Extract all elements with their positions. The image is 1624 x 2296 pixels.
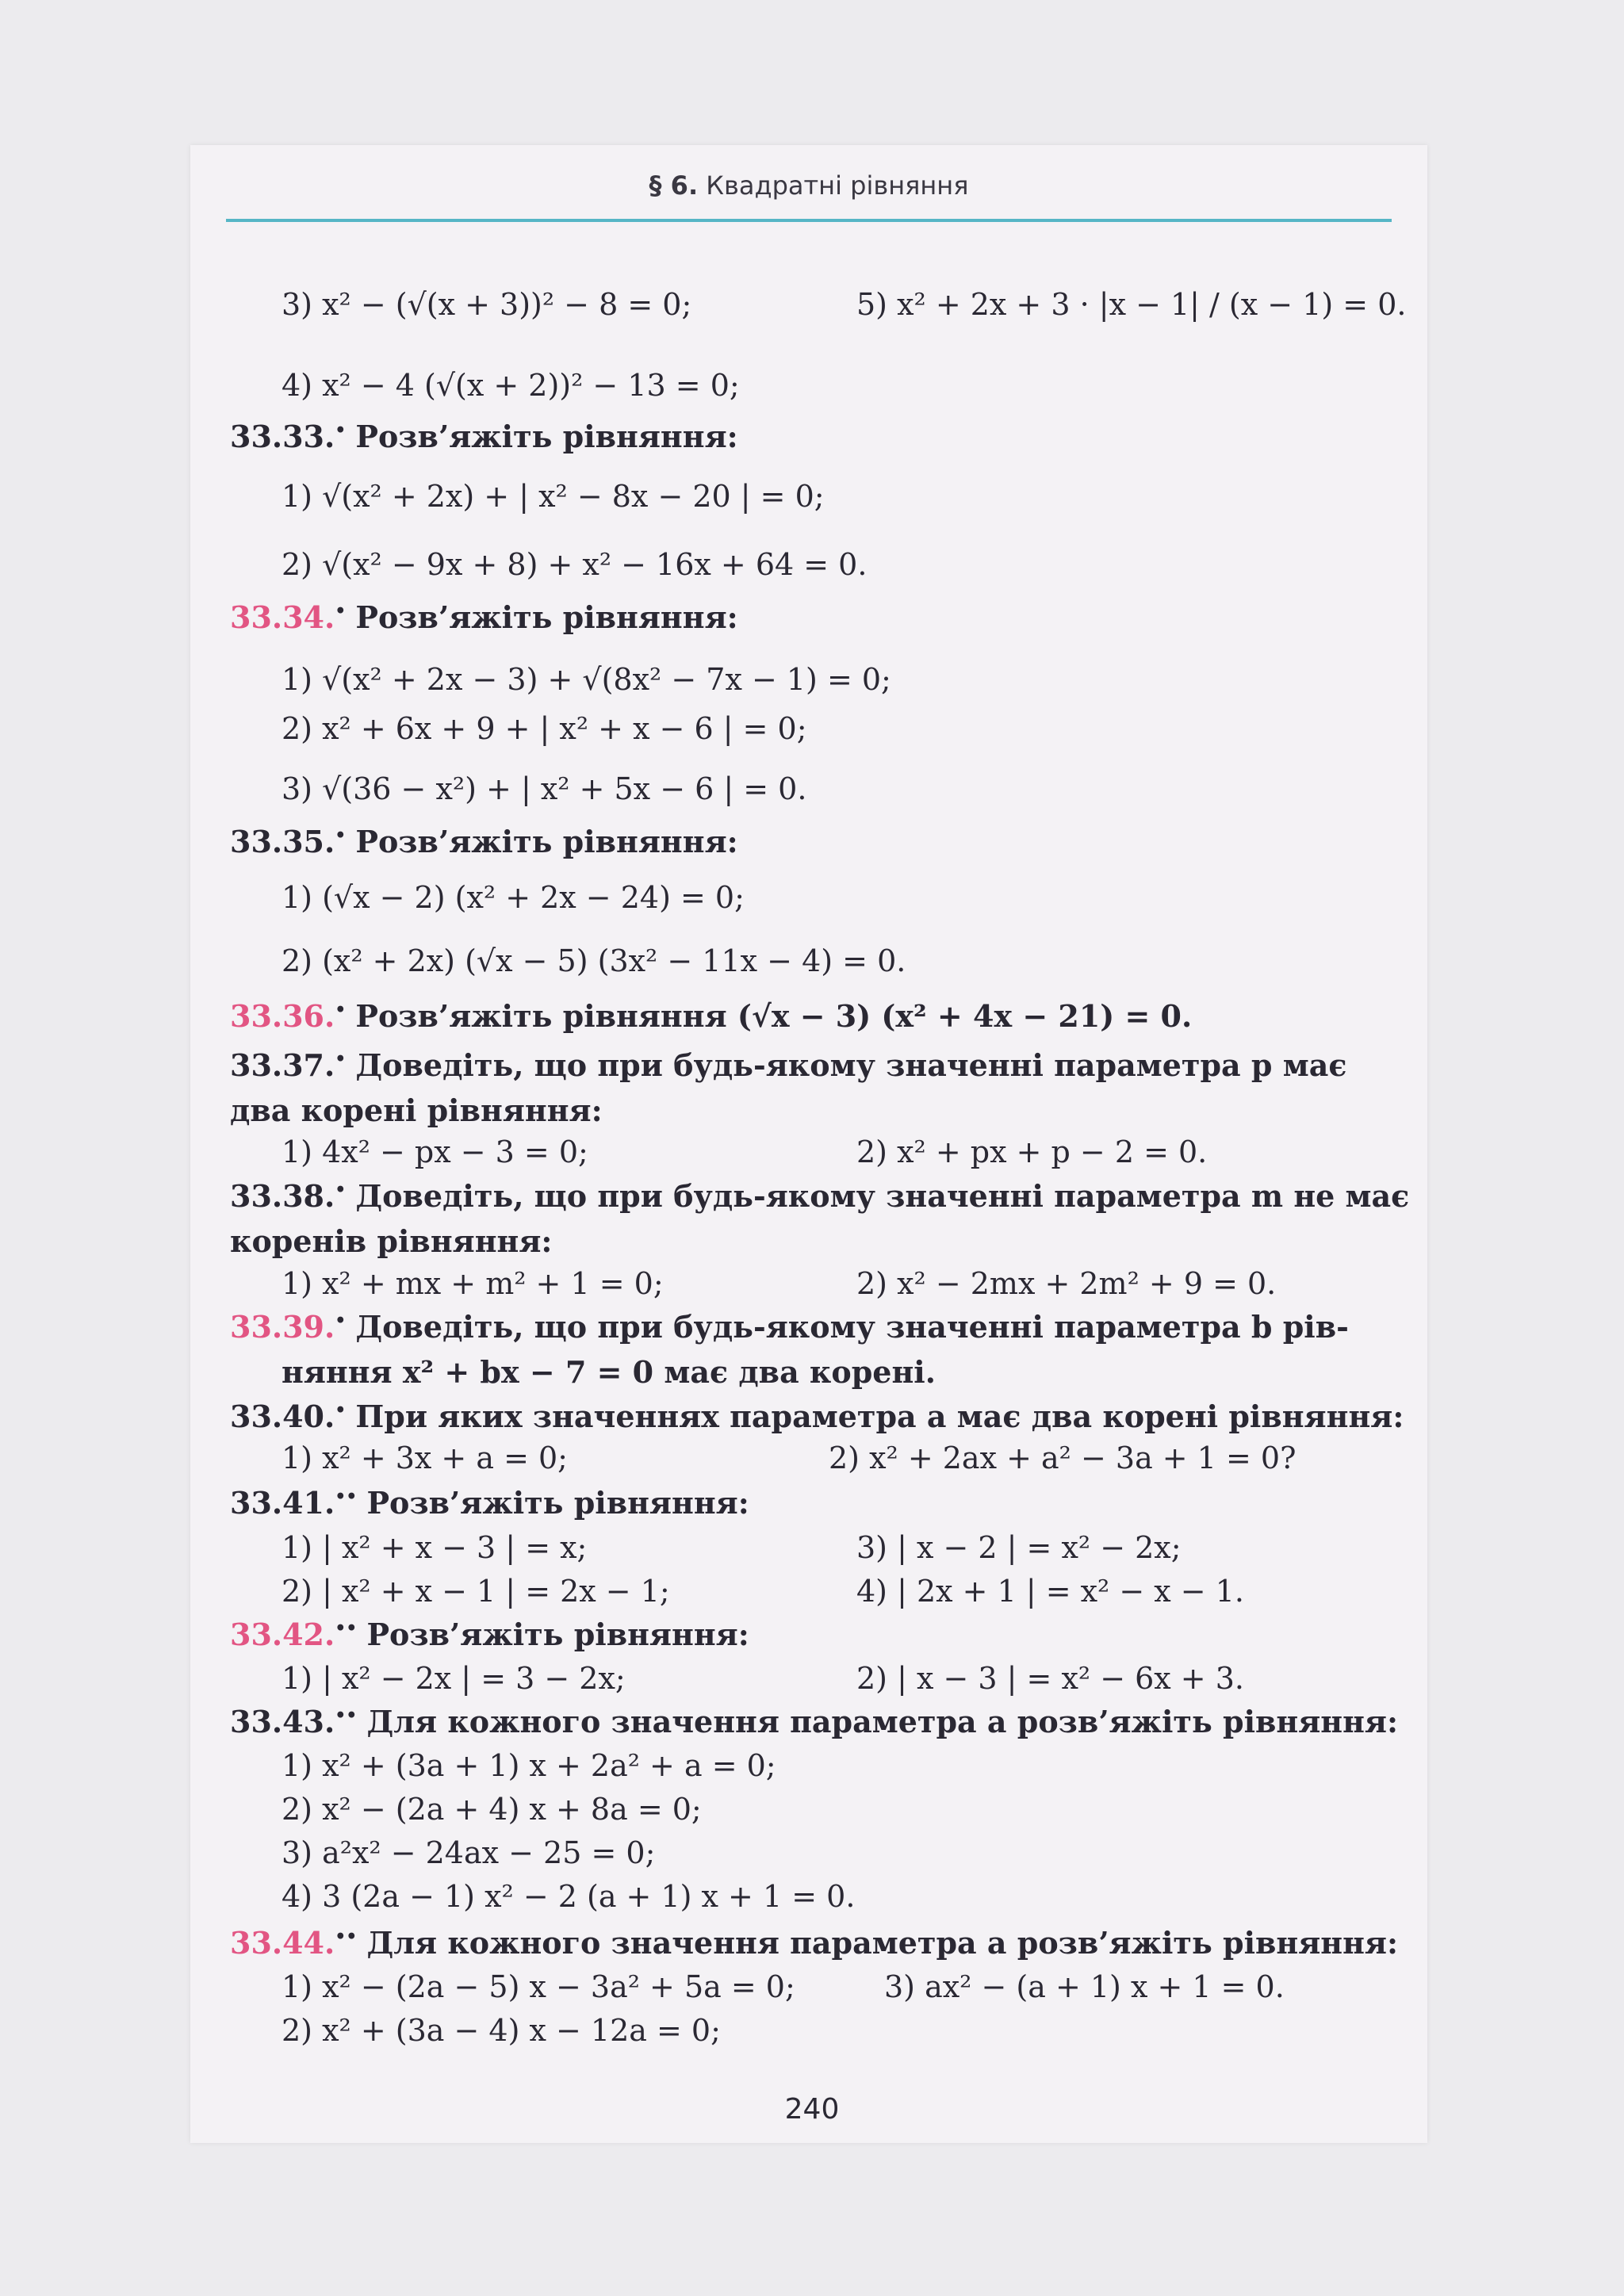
exercise-heading: 33.36.• Розв’яжіть рівняння (√x − 3) (x² + 4x − 21) = 0. [230, 998, 1193, 1034]
exercise-line: 2) | x − 3 | = x² − 6x + 3. [856, 1661, 1244, 1696]
exercise-line: 2) (x² + 2x) (√x − 5) (3x² − 11x − 4) = 0. [282, 943, 906, 978]
exercise-number: 33.34. [230, 599, 335, 635]
exercise-heading: 33.38.• Доведіть, що при будь-якому значенні параметра m не має [230, 1178, 1410, 1214]
exercise-line: няння x² + bx − 7 = 0 має два корені. [282, 1354, 936, 1390]
exercise-line: 1) (√x − 2) (x² + 2x − 24) = 0; [282, 880, 745, 915]
exercise-number: 33.38. [230, 1178, 335, 1214]
exercise-line: 2) x² − 2mx + 2m² + 9 = 0. [856, 1266, 1277, 1301]
exercise-line: 3) a²x² − 24ax − 25 = 0; [282, 1835, 656, 1870]
exercise-line: 4) 3 (2a − 1) x² − 2 (a + 1) x + 1 = 0. [282, 1879, 856, 1914]
exercise-number: 33.36. [230, 998, 335, 1034]
exercise-heading: 33.41.•• Розв’яжіть рівняння: [230, 1485, 749, 1521]
exercise-line: 2) x² + 6x + 9 + | x² + x − 6 | = 0; [282, 711, 807, 746]
exercise-line: 3) ax² − (a + 1) x + 1 = 0. [884, 1969, 1285, 2004]
exercise-line: 4) x² − 4 (√(x + 2))² − 13 = 0; [282, 368, 740, 403]
exercise-line: 1) 4x² − px − 3 = 0; [282, 1135, 588, 1169]
exercise-heading: 33.39.• Доведіть, що при будь-якому значенні параметра b рів- [230, 1309, 1349, 1345]
exercise-line: 1) x² + 3x + a = 0; [282, 1441, 568, 1475]
exercise-line: 1) x² + (3a + 1) x + 2a² + a = 0; [282, 1748, 776, 1783]
exercise-number: 33.43. [230, 1704, 335, 1739]
exercise-heading: 33.35.• Розв’яжіть рівняння: [230, 824, 738, 859]
exercise-line: 3) x² − (√(x + 3))² − 8 = 0; [282, 287, 692, 322]
exercise-number: 33.33. [230, 419, 335, 454]
exercise-number: 33.40. [230, 1399, 335, 1434]
exercise-line: 3) √(36 − x²) + | x² + 5x − 6 | = 0. [282, 771, 807, 806]
exercise-line: 1) x² − (2a − 5) x − 3a² + 5a = 0; [282, 1969, 795, 2004]
exercise-number: 33.44. [230, 1925, 335, 1961]
exercise-line: 1) | x² − 2x | = 3 − 2x; [282, 1661, 626, 1696]
exercise-line: 5) x² + 2x + 3 · |x − 1| / (x − 1) = 0. [856, 287, 1407, 322]
exercise-line: 1) x² + mx + m² + 1 = 0; [282, 1266, 664, 1301]
exercise-line: 1) √(x² + 2x) + | x² − 8x − 20 | = 0; [282, 479, 825, 514]
exercise-heading: 33.42.•• Розв’яжіть рівняння: [230, 1617, 749, 1652]
exercise-heading: 33.37.• Доведіть, що при будь-якому значенні параметра p має [230, 1047, 1347, 1083]
exercise-heading: 33.33.• Розв’яжіть рівняння: [230, 419, 738, 454]
exercise-line: 2) x² − (2a + 4) x + 8a = 0; [282, 1792, 702, 1827]
exercise-line: 2) x² + px + p − 2 = 0. [856, 1135, 1208, 1169]
page-number: 240 [784, 2093, 840, 2126]
exercise-line: 2) x² + (3a − 4) x − 12a = 0; [282, 2013, 721, 2048]
exercise-number: 33.39. [230, 1309, 335, 1345]
exercise-line: 3) | x − 2 | = x² − 2x; [856, 1530, 1182, 1565]
exercise-line: два корені рівняння: [230, 1093, 603, 1128]
section-number: § 6. [649, 170, 699, 201]
exercise-line: 1) | x² + x − 3 | = x; [282, 1530, 588, 1565]
exercise-line: 2) | x² + x − 1 | = 2x − 1; [282, 1574, 670, 1609]
exercise-heading: 33.44.•• Для кожного значення параметра a розв’яжіть рівняння: [230, 1925, 1399, 1961]
exercise-heading: 33.40.• При яких значеннях параметра a має два корені рівняння: [230, 1399, 1404, 1434]
exercise-number: 33.42. [230, 1617, 335, 1652]
exercise-line: 2) x² + 2ax + a² − 3a + 1 = 0? [829, 1441, 1297, 1475]
section-title: Квадратні рівняння [706, 170, 969, 201]
exercise-heading: 33.34.• Розв’яжіть рівняння: [230, 599, 738, 635]
exercise-line: 4) | 2x + 1 | = x² − x − 1. [856, 1574, 1244, 1609]
exercise-number: 33.37. [230, 1047, 335, 1083]
exercise-line: 1) √(x² + 2x − 3) + √(8x² − 7x − 1) = 0; [282, 662, 891, 697]
exercise-line: коренів рівняння: [230, 1223, 553, 1259]
exercise-number: 33.35. [230, 824, 335, 859]
exercise-heading: 33.43.•• Для кожного значення параметра a розв’яжіть рівняння: [230, 1704, 1399, 1739]
exercise-line: 2) √(x² − 9x + 8) + x² − 16x + 64 = 0. [282, 547, 868, 582]
exercise-number: 33.41. [230, 1485, 335, 1521]
